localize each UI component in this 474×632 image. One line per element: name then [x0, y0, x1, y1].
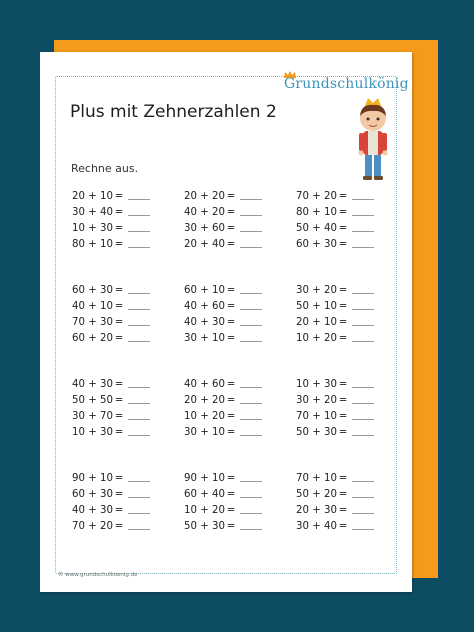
- task-row: 20 + 20 =: [184, 186, 284, 202]
- task-row: 10 + 20 =: [296, 328, 396, 344]
- task-expression: 30 + 60: [184, 223, 225, 234]
- task-expression: 20 + 40: [184, 239, 225, 250]
- answer-line[interactable]: [128, 246, 150, 248]
- task-row: 30 + 70 =: [72, 406, 172, 422]
- task-block: [296, 280, 396, 344]
- task-row: 50 + 30 =: [296, 422, 396, 438]
- task-row: 80 + 10 =: [72, 234, 172, 250]
- task-expression: 50 + 20: [296, 489, 337, 500]
- task-row: 40 + 60 =: [184, 296, 284, 312]
- answer-line[interactable]: [240, 292, 262, 294]
- answer-line[interactable]: [128, 198, 150, 200]
- task-expression: 40 + 60: [184, 379, 225, 390]
- task-expression: 10 + 30: [296, 379, 337, 390]
- task-row: 50 + 20 =: [296, 484, 396, 500]
- answer-line[interactable]: [352, 480, 374, 482]
- task-row: 10 + 20 =: [184, 500, 284, 516]
- task-expression: 80 + 10: [72, 239, 113, 250]
- answer-line[interactable]: [128, 308, 150, 310]
- answer-line[interactable]: [128, 496, 150, 498]
- task-expression: 20 + 30: [296, 505, 337, 516]
- task-block: [296, 186, 396, 250]
- task-expression: 10 + 20: [184, 411, 225, 422]
- task-row: 20 + 20 =: [184, 390, 284, 406]
- task-row: 30 + 10 =: [184, 422, 284, 438]
- task-expression: 10 + 30: [72, 427, 113, 438]
- task-expression: 40 + 60: [184, 301, 225, 312]
- task-row: 40 + 30 =: [184, 312, 284, 328]
- task-block: [184, 374, 284, 438]
- answer-line[interactable]: [128, 512, 150, 514]
- task-expression: 40 + 10: [72, 301, 113, 312]
- answer-line[interactable]: [240, 434, 262, 436]
- answer-line[interactable]: [128, 402, 150, 404]
- task-row: 70 + 10 =: [296, 468, 396, 484]
- task-expression: 70 + 30: [72, 317, 113, 328]
- answer-line[interactable]: [352, 292, 374, 294]
- task-row: 20 + 30 =: [296, 500, 396, 516]
- task-expression: 90 + 10: [72, 473, 113, 484]
- task-row: 20 + 10 =: [296, 312, 396, 328]
- task-expression: 30 + 20: [296, 285, 337, 296]
- task-row: 40 + 20 =: [184, 202, 284, 218]
- task-expression: 60 + 10: [184, 285, 225, 296]
- answer-line[interactable]: [240, 214, 262, 216]
- answer-line[interactable]: [352, 198, 374, 200]
- task-block: [72, 280, 172, 344]
- task-row: 40 + 10 =: [72, 296, 172, 312]
- page-title: Plus mit Zehnerzahlen 2: [70, 102, 277, 122]
- task-row: 60 + 40 =: [184, 484, 284, 500]
- task-block: [184, 280, 284, 344]
- task-row: 40 + 30 =: [72, 374, 172, 390]
- answer-line[interactable]: [352, 434, 374, 436]
- answer-line[interactable]: [352, 308, 374, 310]
- answer-line[interactable]: [352, 402, 374, 404]
- answer-line[interactable]: [352, 214, 374, 216]
- answer-line[interactable]: [240, 496, 262, 498]
- task-row: 60 + 30 =: [296, 234, 396, 250]
- task-expression: 70 + 20: [72, 521, 113, 532]
- task-expression: 60 + 30: [296, 239, 337, 250]
- answer-line[interactable]: [352, 496, 374, 498]
- task-expression: 40 + 30: [184, 317, 225, 328]
- task-expression: 50 + 40: [296, 223, 337, 234]
- answer-line[interactable]: [240, 386, 262, 388]
- task-expression: 60 + 30: [72, 285, 113, 296]
- task-expression: 50 + 30: [184, 521, 225, 532]
- answer-line[interactable]: [128, 214, 150, 216]
- task-block: [184, 468, 284, 532]
- task-row: 60 + 30 =: [72, 484, 172, 500]
- task-expression: 70 + 10: [296, 411, 337, 422]
- answer-line[interactable]: [352, 528, 374, 530]
- answer-line[interactable]: [352, 512, 374, 514]
- answer-line[interactable]: [240, 324, 262, 326]
- answer-line[interactable]: [352, 246, 374, 248]
- task-row: 90 + 10 =: [184, 468, 284, 484]
- answer-line[interactable]: [128, 480, 150, 482]
- task-expression: 30 + 70: [72, 411, 113, 422]
- task-row: 70 + 10 =: [296, 406, 396, 422]
- answer-line[interactable]: [240, 198, 262, 200]
- task-expression: 20 + 20: [184, 395, 225, 406]
- answer-line[interactable]: [128, 528, 150, 530]
- task-row: 50 + 50 =: [72, 390, 172, 406]
- answer-line[interactable]: [240, 340, 262, 342]
- task-row: 30 + 40 =: [296, 516, 396, 532]
- task-expression: 60 + 30: [72, 489, 113, 500]
- worksheet: [40, 52, 412, 592]
- answer-line[interactable]: [240, 512, 262, 514]
- answer-line[interactable]: [240, 402, 262, 404]
- answer-line[interactable]: [240, 418, 262, 420]
- task-expression: 70 + 20: [296, 191, 337, 202]
- task-expression: 60 + 20: [72, 333, 113, 344]
- task-row: 10 + 30 =: [72, 218, 172, 234]
- task-row: 10 + 20 =: [184, 406, 284, 422]
- task-row: 30 + 40 =: [72, 202, 172, 218]
- answer-line[interactable]: [240, 480, 262, 482]
- answer-line[interactable]: [240, 308, 262, 310]
- answer-line[interactable]: [240, 528, 262, 530]
- answer-line[interactable]: [352, 386, 374, 388]
- task-expression: 20 + 10: [296, 317, 337, 328]
- answer-line[interactable]: [352, 340, 374, 342]
- task-expression: 30 + 10: [184, 333, 225, 344]
- boy-illustration-icon: [351, 96, 395, 182]
- task-expression: 30 + 10: [184, 427, 225, 438]
- task-expression: 60 + 40: [184, 489, 225, 500]
- task-row: 50 + 40 =: [296, 218, 396, 234]
- task-row: 10 + 30 =: [72, 422, 172, 438]
- instruction-text: Rechne aus.: [71, 162, 139, 175]
- answer-line[interactable]: [352, 324, 374, 326]
- answer-line[interactable]: [128, 292, 150, 294]
- task-row: 90 + 10 =: [72, 468, 172, 484]
- task-row: 50 + 10 =: [296, 296, 396, 312]
- task-expression: 20 + 10: [72, 191, 113, 202]
- answer-line[interactable]: [128, 324, 150, 326]
- task-block: [296, 468, 396, 532]
- answer-line[interactable]: [128, 386, 150, 388]
- task-expression: 30 + 40: [296, 521, 337, 532]
- answer-line[interactable]: [352, 418, 374, 420]
- task-row: 20 + 40 =: [184, 234, 284, 250]
- task-row: 60 + 10 =: [184, 280, 284, 296]
- task-expression: 30 + 20: [296, 395, 337, 406]
- brand-logo: Grundschulkönig: [284, 76, 409, 92]
- task-expression: 40 + 30: [72, 379, 113, 390]
- answer-line[interactable]: [128, 230, 150, 232]
- task-expression: 30 + 40: [72, 207, 113, 218]
- task-expression: 50 + 50: [72, 395, 113, 406]
- task-row: 80 + 10 =: [296, 202, 396, 218]
- task-expression: 10 + 20: [296, 333, 337, 344]
- task-row: 30 + 20 =: [296, 390, 396, 406]
- task-row: 70 + 30 =: [72, 312, 172, 328]
- task-row: 70 + 20 =: [296, 186, 396, 202]
- task-block: [296, 374, 396, 438]
- task-row: 10 + 30 =: [296, 374, 396, 390]
- task-row: 70 + 20 =: [72, 516, 172, 532]
- answer-line[interactable]: [352, 230, 374, 232]
- task-block: [184, 186, 284, 250]
- task-expression: 10 + 20: [184, 505, 225, 516]
- task-expression: 70 + 10: [296, 473, 337, 484]
- task-row: 40 + 60 =: [184, 374, 284, 390]
- task-expression: 20 + 20: [184, 191, 225, 202]
- task-block: [72, 468, 172, 532]
- answer-line[interactable]: [240, 246, 262, 248]
- task-expression: 10 + 30: [72, 223, 113, 234]
- answer-line[interactable]: [240, 230, 262, 232]
- footer-copyright: © www.grundschulkoenig.de: [58, 572, 138, 578]
- task-row: 30 + 10 =: [184, 328, 284, 344]
- task-row: 30 + 20 =: [296, 280, 396, 296]
- task-row: 20 + 10 =: [72, 186, 172, 202]
- task-row: 60 + 30 =: [72, 280, 172, 296]
- task-row: 60 + 20 =: [72, 328, 172, 344]
- task-block: [72, 186, 172, 250]
- task-row: 40 + 30 =: [72, 500, 172, 516]
- answer-line[interactable]: [128, 418, 150, 420]
- task-expression: 50 + 30: [296, 427, 337, 438]
- task-block: [72, 374, 172, 438]
- task-row: 50 + 30 =: [184, 516, 284, 532]
- task-expression: 40 + 30: [72, 505, 113, 516]
- task-row: 30 + 60 =: [184, 218, 284, 234]
- task-expression: 80 + 10: [296, 207, 337, 218]
- task-expression: 90 + 10: [184, 473, 225, 484]
- answer-line[interactable]: [128, 340, 150, 342]
- answer-line[interactable]: [128, 434, 150, 436]
- task-expression: 40 + 20: [184, 207, 225, 218]
- task-expression: 50 + 10: [296, 301, 337, 312]
